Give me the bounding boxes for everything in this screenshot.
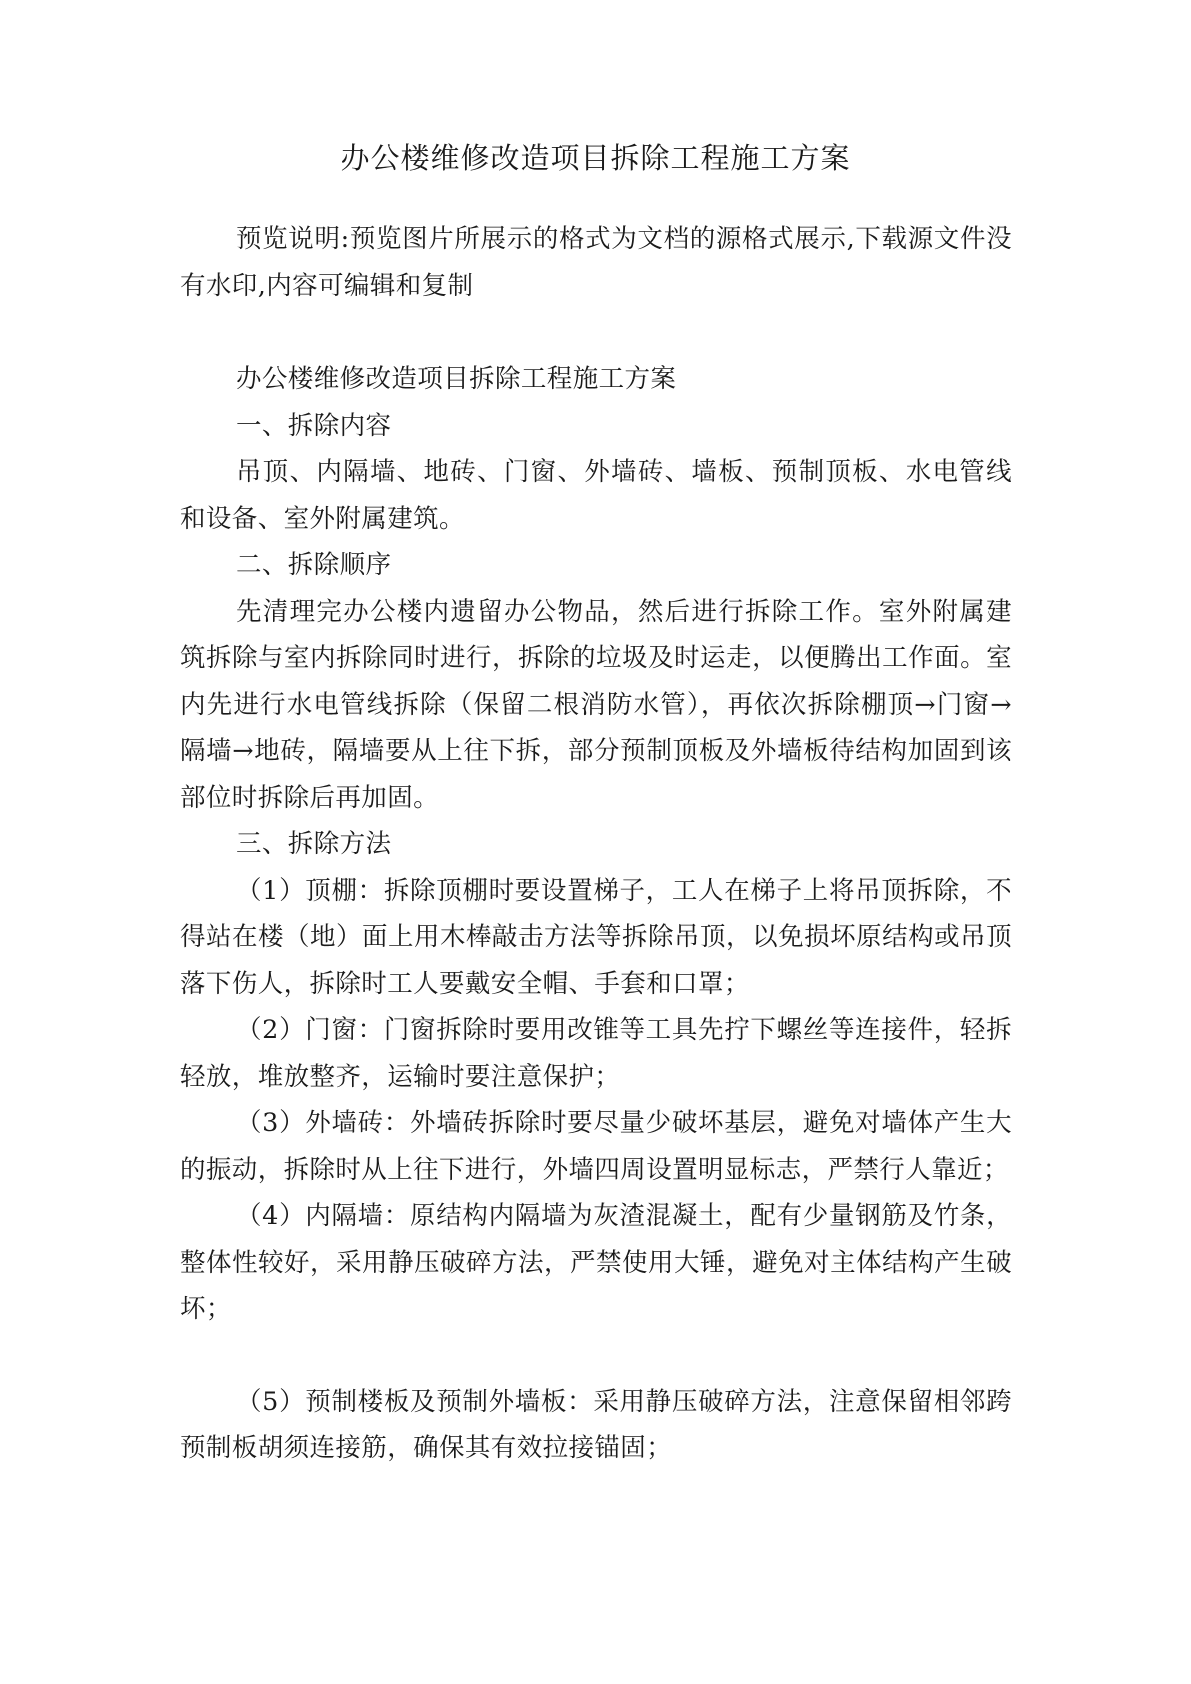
paragraph: 吊顶、内隔墙、地砖、门窗、外墙砖、墙板、预制顶板、水电管线和设备、室外附属建筑。 <box>180 457 1012 534</box>
document-body <box>180 356 1012 1472</box>
paragraph-spacer <box>180 1333 1012 1379</box>
list-item: （3）外墙砖：外墙砖拆除时要尽量少破坏基层，避免对墙体产生大的振动，拆除时从上往下进行，外墙四周设置明显标志，严禁行人靠近； <box>180 1108 1012 1185</box>
section-heading: 三、拆除方法 <box>236 829 392 859</box>
list-item: （5）预制楼板及预制外墙板：采用静压破碎方法，注意保留相邻跨预制板胡须连接筋，确保其有效拉接锚固； <box>180 1386 1012 1463</box>
paragraph: 先清理完办公楼内遗留办公物品，然后进行拆除工作。室外附属建筑拆除与室内拆除同时进行，拆除的垃圾及时运走，以便腾出工作面。室内先进行水电管线拆除（保留二根消防水管），再依次拆除棚顶→门窗→隔墙→地砖，隔墙要从上往下拆，部分预制顶板及外墙板待结构加固到该部位时拆除后再加固。 <box>180 596 1012 813</box>
list-item: （1）顶棚：拆除顶棚时要设置梯子，工人在梯子上将吊顶拆除，不得站在楼（地）面上用木棒敲击方法等拆除吊顶，以免损坏原结构或吊顶落下伤人，拆除时工人要戴安全帽、手套和口罩； <box>180 875 1012 999</box>
list-item: （4）内隔墙：原结构内隔墙为灰渣混凝土，配有少量钢筋及竹条，整体性较好，采用静压破碎方法，严禁使用大锤，避免对主体结构产生破坏； <box>180 1201 1012 1324</box>
document-title: 办公楼维修改造项目拆除工程施工方案 <box>340 141 851 175</box>
section-heading: 一、拆除内容 <box>236 410 392 441</box>
section-heading: 二、拆除顺序 <box>236 550 392 580</box>
preview-notice: 预览说明:预览图片所展示的格式为文档的源格式展示,下载源文件没有水印,内容可编辑和复制 <box>180 224 1012 301</box>
list-item: （2）门窗：门窗拆除时要用改锥等工具先拧下螺丝等连接件，轻拆轻放，堆放整齐，运输时要注意保护； <box>180 1015 1012 1092</box>
section-heading: 办公楼维修改造项目拆除工程施工方案 <box>236 364 677 394</box>
